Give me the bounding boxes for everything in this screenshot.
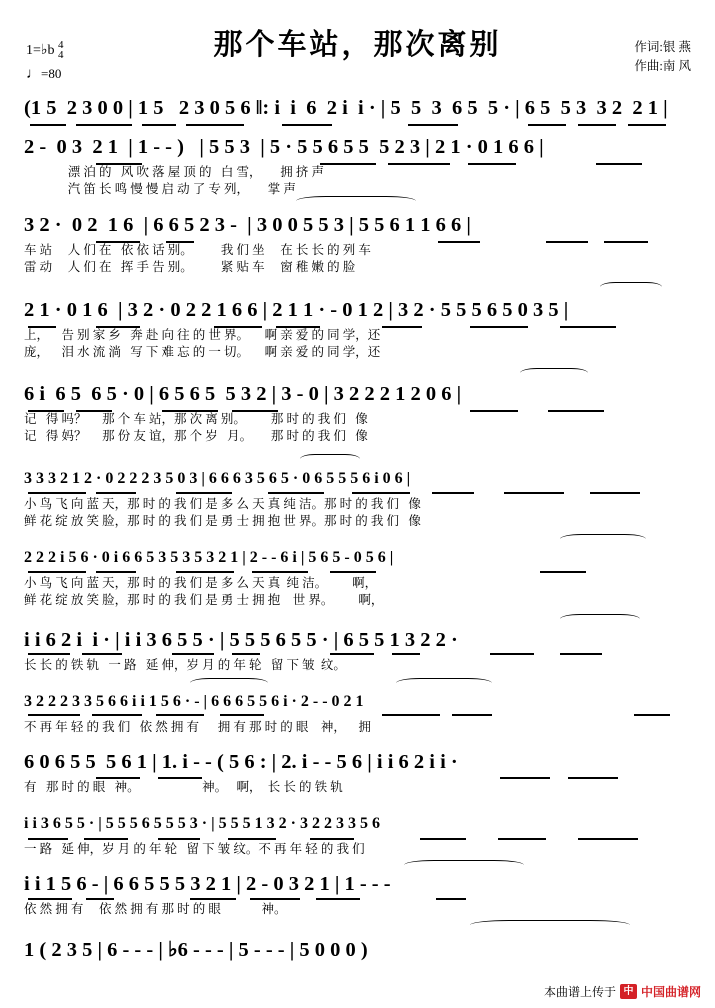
notes: 6 i 6 5 6 5 · 0 | 6 5 6 5 5 3 2 | 3 - 0 | 3 2 2 2 1 2 0 6 | — [24, 383, 462, 405]
beam — [596, 163, 642, 165]
beam — [252, 571, 308, 573]
notes: 2 1 · 0 1 6 | 3 2 · 0 2 2 1 6 6 | 2 1 1 · - 0 1 2 | 3 2 · 5 5 5 6 5 0 3 5 | — [24, 299, 569, 321]
beam — [500, 777, 550, 779]
notes: i i 3 6 5 5 · | 5 5 5 6 5 5 5 3 · | 5 5 5 1 3 2 · 3 2 2 3 3 5 6 — [24, 815, 380, 832]
staff-line-9 — [24, 690, 692, 736]
beam — [268, 492, 324, 494]
beam — [432, 492, 474, 494]
beam — [28, 838, 68, 840]
lyricist: 作词:银 燕 — [634, 40, 691, 54]
beam — [86, 898, 114, 900]
beam — [186, 124, 244, 126]
staff-line-12 — [24, 872, 692, 918]
key-flat: ♭b — [40, 43, 55, 58]
beam — [158, 838, 200, 840]
notes: 6 0 6 5 5 5 6 1 | 1. i - - ( 5 6 : | 2. i - - 5 6 | i i 6 2 i i · — [24, 751, 458, 773]
slur — [560, 614, 640, 624]
slur — [520, 368, 588, 378]
beam — [228, 838, 276, 840]
beam — [408, 124, 458, 126]
lyrics-verse-1: 车 站 人 们 在 依 依 话 别。 我 们 坐 在 长 长 的 列 车 — [24, 243, 371, 257]
beam — [96, 571, 136, 573]
site-name[interactable]: 中国曲谱网 — [640, 985, 701, 999]
beam — [420, 838, 466, 840]
beam — [28, 653, 70, 655]
beam — [28, 492, 86, 494]
beam — [176, 492, 232, 494]
beam — [28, 410, 64, 412]
beam — [162, 410, 218, 412]
slur — [190, 678, 268, 688]
beam — [452, 714, 492, 716]
beam — [190, 898, 236, 900]
lyrics-verse-1: 一 路 延 伸，岁 月 的 年 轮 留 下 皱 纹。不 再 年 轻 的 我 们 — [24, 842, 365, 856]
beam — [172, 653, 214, 655]
beam — [220, 714, 264, 716]
beam — [540, 571, 586, 573]
beam — [528, 124, 566, 126]
beam — [546, 241, 588, 243]
beam — [176, 571, 234, 573]
beam — [388, 163, 450, 165]
beam — [276, 326, 320, 328]
beam — [628, 124, 666, 126]
beam — [232, 410, 278, 412]
beam — [382, 326, 422, 328]
beam — [96, 163, 142, 165]
meter-bottom: 4 — [58, 49, 64, 61]
slur — [404, 860, 524, 870]
lyrics-verse-1: 小 鸟 飞 向 蓝 天，那 时 的 我 们 是 多 么 天 真 纯 洁。那 时 的 我 们 像 — [24, 497, 421, 511]
beam — [438, 241, 480, 243]
beam — [470, 410, 518, 412]
meter-top: 4 — [58, 39, 64, 51]
composer: 作曲:南 风 — [634, 59, 691, 73]
notes: i i 6 2 i i · | i i 3 6 5 5 · | 5 5 5 6 5 5 · | 6 5 5 1 3 2 2 · — [24, 629, 458, 651]
beam — [142, 124, 176, 126]
beam — [330, 571, 376, 573]
beam — [470, 326, 528, 328]
beam — [158, 777, 202, 779]
meter — [58, 40, 64, 60]
staff-line-1 — [24, 96, 692, 120]
staff-line-13 — [24, 938, 692, 962]
tempo-marking — [26, 66, 61, 83]
slur — [296, 196, 416, 206]
footer-text: 本曲谱上传于 — [543, 985, 616, 999]
key-signature — [26, 40, 64, 60]
slur — [560, 534, 646, 544]
lyrics-verse-1: 上， 告 别 家 乡 奔 赴 向 往 的 世 界。 啊 亲 爱 的 同 学，还 — [24, 328, 381, 342]
beam — [436, 898, 466, 900]
beam — [560, 653, 602, 655]
beam — [504, 492, 564, 494]
beam — [96, 241, 140, 243]
credits — [634, 38, 691, 76]
beam — [560, 326, 616, 328]
beam — [468, 163, 516, 165]
beam — [634, 714, 670, 716]
slur — [396, 678, 492, 688]
beam — [604, 241, 648, 243]
beam — [96, 777, 140, 779]
lyrics-verse-1: 不 再 年 轻 的 我 们 依 然 拥 有 拥 有 那 时 的 眼 神， 拥 — [24, 720, 371, 734]
staff-line-5 — [24, 382, 692, 445]
beam — [96, 492, 136, 494]
lyrics-verse-2: 雷 动 人 们 在 挥 手 告 别。 紧 贴 车 窗 稚 嫩 的 脸 — [24, 260, 356, 274]
beam — [590, 492, 640, 494]
beam — [330, 653, 374, 655]
notes: 1 ( 2 3 5 | 6 - - - | ♭6 - - - | 5 - - - | 5 0 0 0 ) — [24, 939, 368, 961]
lyrics-verse-1: 长 长 的 铁 轨 一 路 延 伸，岁 月 的 年 轮 留 下 皱 纹。 — [24, 658, 346, 672]
beam — [250, 898, 300, 900]
beam — [84, 838, 128, 840]
lyrics-verse-2: 庞， 泪 水 流 淌 写 下 难 忘 的 一 切。 啊 亲 爱 的 同 学，还 — [24, 345, 381, 359]
staff-line-2 — [24, 135, 692, 198]
lyrics-verse-1: 记 得 吗？ 那 个 车 站，那 次 离 别。 那 时 的 我 们 像 — [24, 412, 368, 426]
beam — [156, 714, 204, 716]
page-title: 那个车站，那次离别 — [213, 29, 502, 61]
notes: i i 1 5 6 - | 6 6 5 5 5 3 2 1 | 2 - 0 3 2 1 | 1 - - - — [24, 873, 391, 895]
beam — [92, 714, 142, 716]
beam — [498, 838, 546, 840]
beam — [30, 124, 66, 126]
beam — [232, 653, 260, 655]
quarter-note-icon: ♩ — [26, 66, 41, 82]
staff-line-10 — [24, 750, 692, 796]
beam — [316, 898, 360, 900]
footer-credit — [544, 983, 701, 1000]
notes: (1 5 2 3 0 0 | 1 5 2 3 0 5 6 ‖: i i 6 2 i i · | 5 5 3 6 5 5 · | 6 5 5 3 3 2 2 1 | — [24, 97, 668, 119]
beam — [382, 714, 440, 716]
lyrics-verse-2: 记 得 妈？ 那 份 友 谊，那 个 岁 月。 那 时 的 我 们 像 — [24, 429, 368, 443]
beam — [28, 326, 56, 328]
notes: 3 2 2 2 3 3 5 6 6 i i 1 5 6 · - | 6 6 6 5 5 6 i · 2 - - 0 2 1 — [24, 693, 364, 710]
beam — [320, 163, 376, 165]
lyrics-verse-2: 鲜 花 绽 放 笑 脸，那 时 的 我 们 是 勇 士 拥 抱 世 界。那 时 的 我 们 像 — [24, 514, 421, 528]
beam — [76, 124, 132, 126]
beam — [214, 326, 262, 328]
beam — [82, 653, 122, 655]
beam — [548, 410, 604, 412]
notes: 2 2 2 i 5 6 · 0 i 6 6 5 3 5 3 5 3 2 1 | 2 - - 6 i | 5 6 5 - 0 5 6 | — [24, 549, 394, 566]
lyrics-verse-1: 有 那 时 的 眼 神。 神。 啊， 长 长 的 铁 轨 — [24, 780, 343, 794]
lyrics-verse-1: 依 然 拥 有 依 然 拥 有 那 时 的 眼 神。 — [24, 902, 287, 916]
slur — [470, 920, 630, 930]
beam — [76, 410, 112, 412]
notes: 2 - 0 3 2 1 | 1 - - ) | 5 5 3 | 5 · 5 5 6 5 5 5 2 3 | 2 1 · 0 1 6 6 | — [24, 136, 544, 158]
staff-line-7 — [24, 546, 692, 609]
beam — [28, 898, 72, 900]
beam — [28, 714, 80, 716]
lyrics-verse-1: 漂 泊 的 风 吹 落 屋 顶 的 白 雪， 拥 挤 声 — [24, 165, 325, 179]
staff-line-4 — [24, 298, 692, 361]
beam — [392, 653, 420, 655]
notes: 3 2 · 0 2 1 6 | 6 6 5 2 3 - | 3 0 0 5 5 3 | 5 5 6 1 1 6 6 | — [24, 214, 471, 236]
beam — [28, 571, 86, 573]
beam — [310, 838, 354, 840]
beam — [578, 838, 638, 840]
beam — [166, 241, 194, 243]
staff-line-6 — [24, 467, 692, 530]
beam — [490, 653, 534, 655]
slur — [300, 454, 360, 464]
tempo-value: =80 — [41, 66, 62, 81]
staff-line-8 — [24, 628, 692, 674]
staff-line-11 — [24, 812, 692, 858]
beam — [568, 777, 618, 779]
key-text: 1= — [26, 43, 41, 58]
lyrics-verse-1: 小 鸟 飞 向 蓝 天，那 时 的 我 们 是 多 么 天 真 纯 洁。 啊， — [24, 576, 378, 590]
staff-line-3 — [24, 213, 692, 276]
beam — [96, 326, 140, 328]
notes: 3 3 3 2 1 2 · 0 2 2 2 3 5 0 3 | 6 6 6 3 5 6 5 · 0 6 5 5 5 6 i 0 6 | — [24, 470, 411, 487]
beam — [282, 124, 332, 126]
slur — [600, 282, 662, 292]
lyrics-verse-2: 鲜 花 绽 放 笑 脸，那 时 的 我 们 是 勇 士 拥 抱 世 界。 啊， — [24, 593, 384, 607]
beam — [352, 492, 410, 494]
site-logo-icon: 中 — [620, 984, 637, 999]
lyrics-verse-2: 汽 笛 长 鸣 慢 慢 启 动 了 专 列， 掌 声 — [24, 182, 296, 196]
beam — [578, 124, 616, 126]
